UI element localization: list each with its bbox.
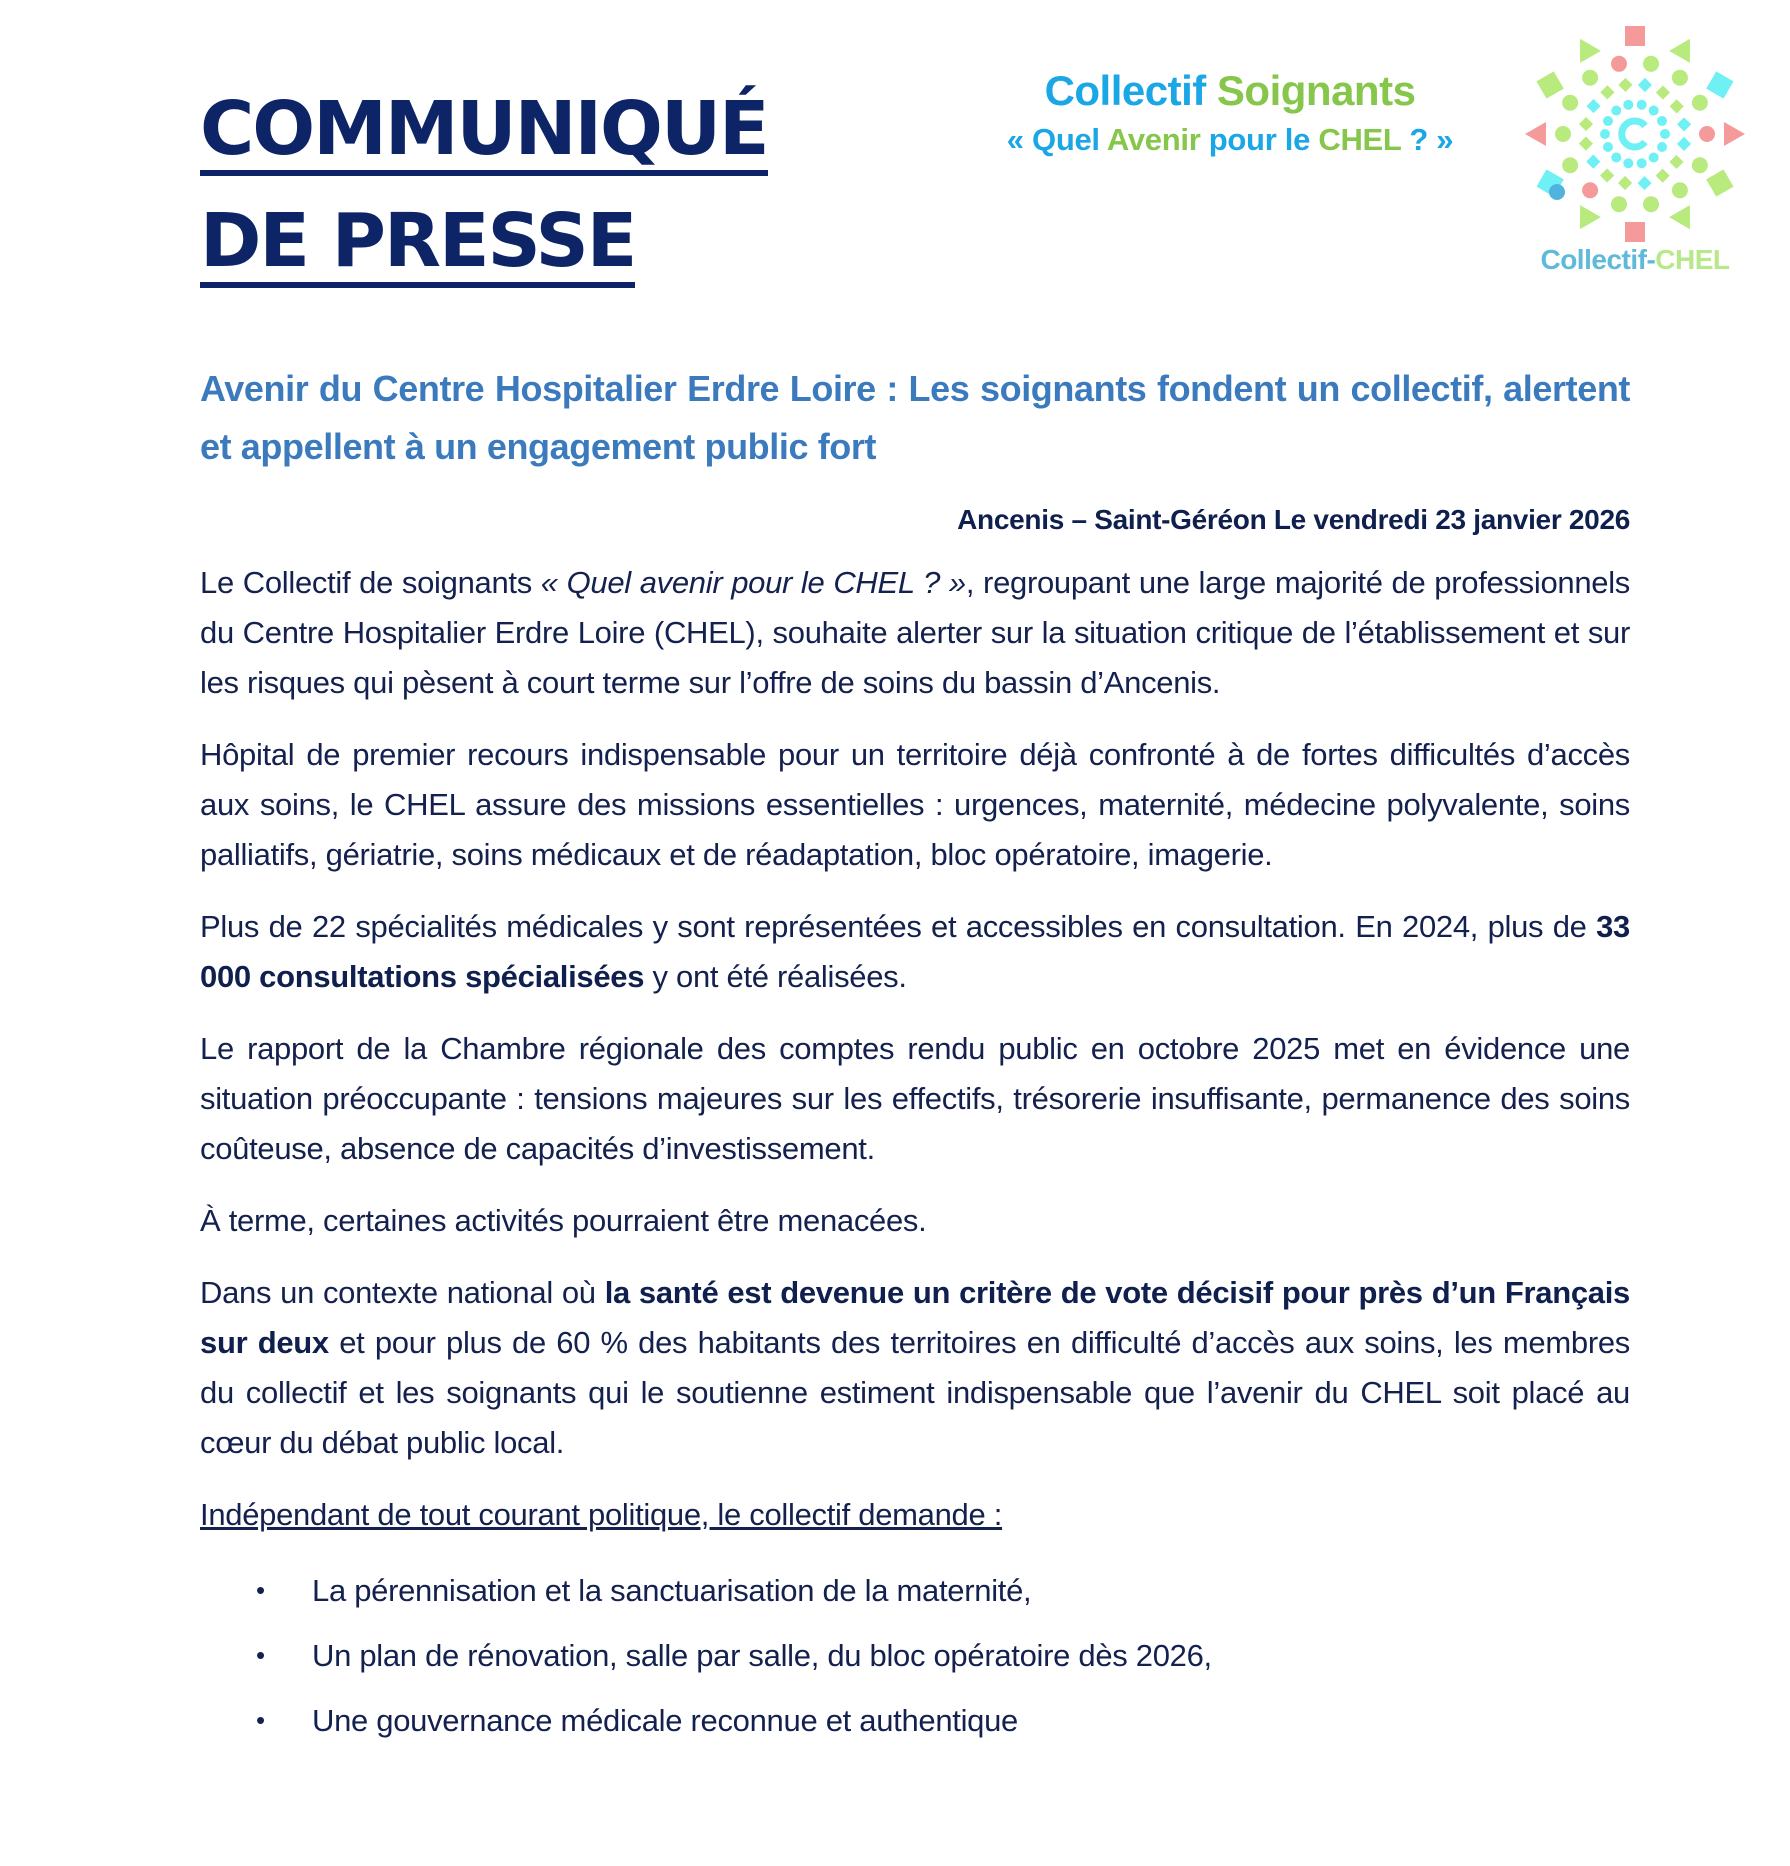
logo-shape [1622,121,1645,147]
brand-word-soignants: Soignants [1216,67,1416,114]
demands-list [200,1558,1630,1753]
logo-shape [1660,129,1670,139]
logo-shape [1611,56,1627,72]
logo-shape [1677,117,1691,131]
brand-sub-pour: pour le [1208,122,1311,158]
logo-shape [1623,100,1633,110]
collectif-chel-logo [1520,22,1750,282]
logo-shape [1699,126,1715,142]
logo-shape [1600,168,1614,182]
logo-shape [1672,182,1688,198]
headline: Avenir du Centre Hospitalier Erdre Loire : Les soignants fondent un collectif, alertent et appellent à un engagement public fort [200,368,1630,467]
demand-item [200,1558,1630,1623]
p6-highlight: la santé est devenue un critère de vote décisif pour près d’un Français sur deux [200,1275,1630,1360]
brand-title [960,68,1500,114]
logo-shape [1656,169,1670,183]
logo-shape [1562,95,1578,111]
logo-shape [1625,222,1645,242]
logo-shape [1692,157,1708,173]
paragraph-6 [200,1268,1630,1468]
logo-shape [1600,129,1610,139]
logo-shape [1603,116,1613,126]
p3-text-start: Plus de 22 spécialités médicales y sont représentées et accessibles en consultation. En 2024, plus de [200,909,1597,944]
brand-word-collectif: Collectif [1044,67,1206,114]
brand-subtitle [960,122,1500,158]
p6-text-start: Dans un contexte national où [200,1275,605,1310]
logo-shape [1643,196,1659,212]
logo-shape [1611,152,1621,162]
p3-highlight: 33 000 consultations spécialisées [200,909,1630,994]
press-release-body [200,360,1630,1753]
logo-shape [1706,71,1733,98]
logo-shape [1677,137,1691,151]
logo-shape [1638,78,1652,92]
brand-sub-open: « Quel [1006,122,1100,158]
paragraph-4: Le rapport de la Chambre régionale des comptes rendu public en octobre 2025 met en évidence une situation préoccupante : tensions majeures sur les effectifs, trésorerie insuffisante, permanence des soins coûteuse, absence de capacités d’investissement. [200,1031,1630,1166]
logo-text-collectif: Collectif- [1540,244,1656,275]
paragraph-3 [200,902,1630,1002]
logo-shape [1611,106,1621,116]
paragraph-1 [200,558,1630,708]
p3-text-end: y ont été réalisées. [644,959,907,994]
brand-sub-avenir: Avenir [1106,122,1201,158]
title-line-1: COMMUNIQUÉ [200,92,768,176]
logo-shape [1638,176,1652,190]
p6-text-end: et pour plus de 60 % des habitants des territoires en difficulté d’accès aux soins, les membres du collectif et les soignants qui le soutienne estiment indispensable que l’avenir du CHEL soit placé au cœur du débat public local. [200,1325,1631,1460]
logo-shape [1562,157,1578,173]
logo-sunburst-icon [1520,22,1750,242]
logo-shape [1549,184,1565,200]
logo-shape [1586,155,1600,169]
bullet-icon: • [256,1705,265,1735]
logo-shape [1603,142,1613,152]
p1-text-end: , regroupant une large majorité de professionnels du Centre Hospitalier Erdre Loire (CHEL), souhaite alerter sur la situation critique de l’établissement et sur les risques qui pèsent à court terme sur l’offre de soins du bassin d’Ancenis. [200,565,1631,700]
logo-shape [1582,182,1598,198]
logo-text [1520,244,1750,276]
logo-shape [1555,126,1571,142]
logo-shape [1611,196,1627,212]
logo-shape [1637,158,1647,168]
p1-text-start: Le Collectif de soignants [200,565,541,600]
logo-shape [1637,100,1647,110]
press-release-title [200,86,768,288]
logo-shape [1656,85,1670,99]
demand-item [200,1623,1630,1688]
logo-shape [1657,142,1667,152]
logo-shape [1570,33,1601,63]
logo-shape [1670,99,1684,113]
dateline: Ancenis – Saint-Géréon Le vendredi 23 janvier 2026 [957,504,1630,535]
logo-shape [1643,56,1659,72]
logo-shape [1669,155,1683,169]
logo-shape [1600,85,1614,99]
collective-brand [960,68,1500,158]
demand-text: Un plan de rénovation, salle par salle, du bloc opératoire dès 2026, [312,1638,1212,1673]
logo-text-chel: CHEL [1655,244,1730,275]
logo-shape [1692,95,1708,111]
logo-shape [1579,137,1593,151]
bullet-icon: • [256,1640,265,1670]
logo-shape [1586,99,1600,113]
logo-shape [1672,70,1688,86]
demand-text: La pérennisation et la sanctuarisation de la maternité, [312,1573,1032,1608]
logo-shape [1649,106,1659,116]
paragraph-2: Hôpital de premier recours indispensable pour un territoire déjà confronté à de fortes difficultés d’accès aux soins, le CHEL assure des missions essentielles : urgences, maternité, médecine polyvalente, soins palliatifs, gériatrie, soins médicaux et de réadaptation, bloc opératoire, imagerie. [200,737,1630,872]
logo-shape [1669,33,1700,63]
brand-sub-close: ? » [1409,122,1454,158]
demand-text: Une gouvernance médicale reconnue et authentique [312,1703,1019,1738]
logo-shape [1582,70,1598,86]
demand-item [200,1688,1630,1753]
logo-shape [1657,116,1667,126]
logo-shape [1706,169,1733,196]
title-line-2: DE PRESSE [200,204,635,288]
logo-shape [1618,78,1632,92]
paragraph-5: À terme, certaines activités pourraient être menacées. [200,1203,927,1238]
p1-collective-name: « Quel avenir pour le CHEL ? » [540,565,966,600]
logo-shape [1625,26,1645,46]
logo-shape [1669,205,1700,235]
brand-sub-chel: CHEL [1318,122,1401,158]
logo-shape [1570,205,1601,235]
logo-shape [1623,158,1633,168]
logo-shape [1579,117,1593,131]
logo-shape [1724,122,1745,146]
logo-shape [1536,71,1563,98]
logo-shape [1649,152,1659,162]
logo-shape [1525,122,1546,146]
demands-intro: Indépendant de tout courant politique, le collectif demande : [200,1497,1003,1532]
bullet-icon: • [256,1575,265,1605]
logo-shape [1618,176,1632,190]
